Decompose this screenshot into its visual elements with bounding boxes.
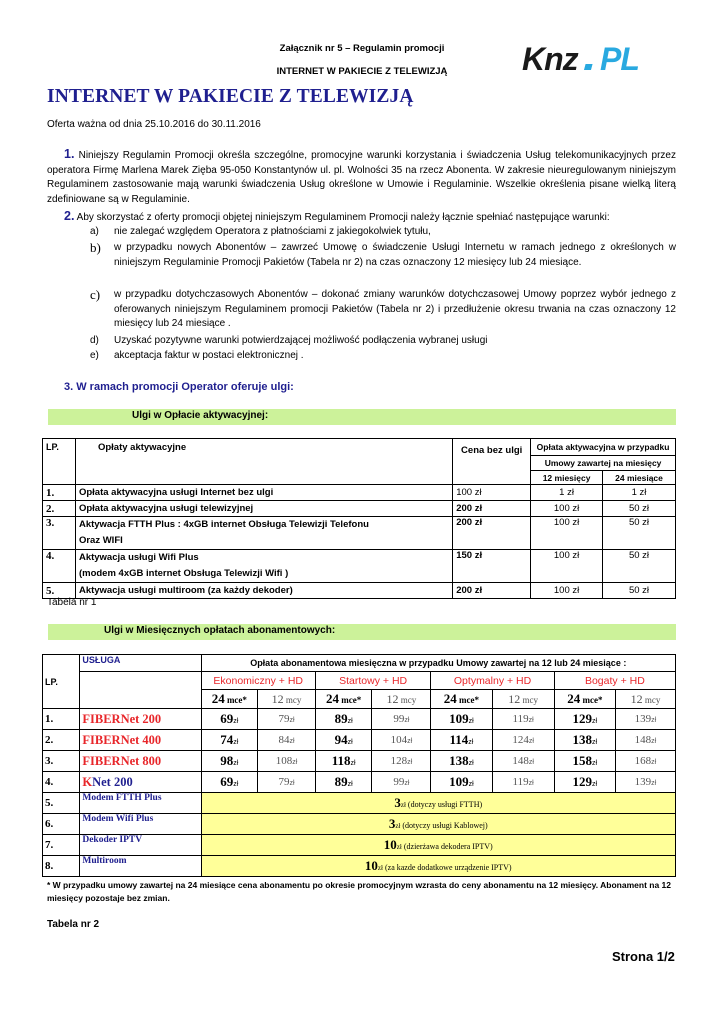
paragraph-2-number: 2.: [64, 209, 75, 223]
condition-text: nie zalegać względem Operatora z płatnościami z jakiegokolwiek tytułu,: [114, 226, 431, 237]
paragraph-1-number: 1.: [64, 147, 75, 161]
condition-text: Uzyskać pozytywne warunki potwierdzającej możliwość podłączenia wybranej usługi: [114, 335, 488, 346]
paragraph-1-text: Niniejszy Regulamin Promocji określa szczególne, promocyjne warunki korzystania i świadczenia Usług telekomunikacyjnych przez operatora Firmę Marlena Marek Zięba 95-050 Konstantynów ul. pl. Wolności 35 na rzecz Abonenta. W zakresie nieuregulowanym niniejszym Regulaminem zastosowanie mają warunki świadczenia Usług określone w Umowie i Regulaminie. Wszelkie określenia pisane wielką literą zdefiniowane są w Regulaminie.: [47, 150, 676, 205]
extra-price: 10zł (dzierżawa dekodera IPTV): [201, 835, 675, 856]
row-price: 200 zł: [453, 517, 531, 550]
term-12: 12 mcy: [492, 690, 554, 709]
row-12: 100 zł: [531, 501, 603, 517]
knz-logo: [520, 40, 678, 80]
row-lp: 1.: [43, 485, 76, 501]
row-24: 50 zł: [603, 501, 676, 517]
price-cell: 108zł: [258, 751, 316, 772]
term-24: 24 mce*: [431, 690, 492, 709]
document-title: INTERNET W PAKIECIE Z TELEWIZJĄ: [47, 86, 414, 107]
header-fee: Opłaty aktywacyjne: [75, 439, 452, 485]
row-name-line2: Oraz WIFI: [78, 535, 123, 546]
condition-d: [90, 334, 676, 349]
row-lp: 3.: [43, 517, 76, 550]
table-row: [43, 856, 676, 877]
plan-ekonomiczny: Ekonomiczny + HD: [201, 672, 315, 690]
table-2-caption: Tabela nr 2: [47, 919, 100, 930]
svg-text:PL: PL: [600, 41, 639, 77]
price-cell: 118zł: [315, 751, 372, 772]
service-name: KNet 200: [80, 772, 201, 793]
header-24-months: 24 miesiące: [603, 471, 676, 485]
table-row: [43, 517, 676, 550]
term-24: 24 mce*: [315, 690, 372, 709]
row-12: 100 zł: [531, 583, 603, 599]
price-cell: 114zł: [431, 730, 492, 751]
activation-discount-label: Ulgi w Opłacie aktywacyjnej:: [132, 410, 269, 421]
condition-b: [90, 241, 676, 286]
term-24: 24 mce*: [201, 690, 258, 709]
row-name: [75, 550, 452, 583]
condition-a: [90, 225, 676, 240]
row-name: Opłata aktywacyjna usługi telewizyjnej: [75, 501, 452, 517]
condition-label: e): [90, 350, 99, 361]
price-cell: 139zł: [615, 772, 675, 793]
price-cell: 94zł: [315, 730, 372, 751]
price-cell: 138zł: [431, 751, 492, 772]
header-12-months: 12 miesięcy: [531, 471, 603, 485]
row-lp: 2.: [43, 730, 80, 751]
condition-label: c): [90, 287, 101, 302]
price-cell: 139zł: [615, 709, 675, 730]
condition-label: b): [90, 240, 101, 255]
extra-price: 3zł (dotyczy usługi Kablowej): [201, 814, 675, 835]
row-lp: 2.: [43, 501, 76, 517]
table-1-caption: Tabela nr 1: [47, 597, 97, 608]
row-lp: 1.: [43, 709, 80, 730]
row-name-line1: Aktywacja FTTH Plus : 4xGB internet Obsługa Telewizji Telefonu: [78, 519, 369, 530]
plan-startowy: Startowy + HD: [315, 672, 430, 690]
service-name: FIBERNet 400: [80, 730, 201, 751]
condition-e: [90, 349, 676, 364]
plan-optymalny: Optymalny + HD: [431, 672, 554, 690]
price-cell: 148zł: [492, 751, 554, 772]
condition-text: w przypadku nowych Abonentów – zawrzeć Umowę o świadczenie Usługi Internetu w ramach jednego z określonych w niniejszym Regulaminie Promocji Pakietów (Tabela nr 2) na czas oznaczony 12 miesięcy lub 24 miesiące.: [114, 242, 676, 268]
plan-bogaty: Bogaty + HD: [554, 672, 675, 690]
table-row: [43, 814, 676, 835]
header-group-line1: Opłata aktywacyjna w przypadku: [531, 439, 676, 456]
extra-service-name: Multiroom: [80, 856, 201, 877]
row-12: 100 zł: [531, 550, 603, 583]
price-cell: 69zł: [201, 772, 258, 793]
row-name-line1: Aktywacja usługi Wifi Plus: [78, 552, 199, 563]
price-cell: 69zł: [201, 709, 258, 730]
header-group-line2: Umowy zawartej na miesięcy: [531, 456, 676, 471]
header-main: Opłata abonamentowa miesięczna w przypadku Umowy zawartej na 12 lub 24 miesiące :: [201, 655, 675, 672]
price-cell: 79zł: [258, 709, 316, 730]
row-lp: 8.: [43, 856, 80, 877]
annex-title: Załącznik nr 5 – Regulamin promocji: [279, 43, 445, 54]
price-cell: 138zł: [554, 730, 615, 751]
price-cell: 84zł: [258, 730, 316, 751]
term-24: 24 mce*: [554, 690, 615, 709]
table-row: [43, 751, 676, 772]
price-cell: 124zł: [492, 730, 554, 751]
row-24: 50 zł: [603, 550, 676, 583]
row-price: 150 zł: [453, 550, 531, 583]
price-cell: 128zł: [372, 751, 431, 772]
svg-text:Knz: Knz: [522, 41, 578, 77]
term-12: 12 mcy: [372, 690, 431, 709]
header-service: USŁUGA: [80, 655, 201, 672]
header-lp: LP.: [43, 439, 76, 485]
table-row: [43, 485, 676, 501]
table-row: [43, 793, 676, 814]
price-cell: 99zł: [372, 772, 431, 793]
activation-fee-table: [42, 438, 676, 599]
service-name: FIBERNet 800: [80, 751, 201, 772]
price-cell: 148zł: [615, 730, 675, 751]
row-12: 1 zł: [531, 485, 603, 501]
service-header-spacer: [80, 672, 201, 709]
extra-service-name: Modem Wifi Plus: [80, 814, 201, 835]
condition-c: [90, 288, 676, 333]
price-cell: 79zł: [258, 772, 316, 793]
page-number: Strona 1/2: [612, 949, 675, 964]
row-24: 1 zł: [603, 485, 676, 501]
row-lp: 5.: [43, 583, 76, 599]
price-cell: 104zł: [372, 730, 431, 751]
header-subtitle: INTERNET W PAKIECIE Z TELEWIZJĄ: [276, 66, 448, 77]
row-lp: 3.: [43, 751, 80, 772]
price-cell: 109zł: [431, 709, 492, 730]
term-12: 12 mcy: [258, 690, 316, 709]
price-cell: 98zł: [201, 751, 258, 772]
price-cell: 74zł: [201, 730, 258, 751]
term-12: 12 mcy: [615, 690, 675, 709]
row-price: 200 zł: [453, 583, 531, 599]
row-name-line2: (modem 4xGB internet Obsługa Telewizji Wifi ): [78, 568, 289, 579]
table-row: [43, 550, 676, 583]
price-cell: 99zł: [372, 709, 431, 730]
extra-service-name: Modem FTTH Plus: [80, 793, 201, 814]
condition-text: akceptacja faktur w postaci elektronicznej .: [114, 350, 304, 361]
row-price: 100 zł: [453, 485, 531, 501]
table-row: [43, 501, 676, 517]
table-row: [43, 772, 676, 793]
offer-validity: Oferta ważna od dnia 25.10.2016 do 30.11.2016: [47, 119, 261, 130]
row-name: Aktywacja usługi multiroom (za każdy dekoder): [75, 583, 452, 599]
paragraph-2: [64, 209, 676, 226]
subscription-table: [42, 654, 676, 877]
extra-price: 3zł (dotyczy usługi FTTH): [201, 793, 675, 814]
price-cell: 129zł: [554, 772, 615, 793]
activation-discount-bar: [48, 409, 676, 425]
knz-logo-graphic: [520, 40, 678, 80]
price-cell: 158zł: [554, 751, 615, 772]
condition-label: d): [90, 335, 99, 346]
row-lp: 4.: [43, 550, 76, 583]
row-lp: 4.: [43, 772, 80, 793]
price-cell: 89zł: [315, 772, 372, 793]
table-row: [43, 709, 676, 730]
table-row: [43, 835, 676, 856]
row-price: 200 zł: [453, 501, 531, 517]
paragraph-1: [47, 147, 676, 207]
extra-price: 10zł (za kazde dodatkowe urządzenie IPTV): [201, 856, 675, 877]
service-name: FIBERNet 200: [80, 709, 201, 730]
paragraph-2-text: Aby skorzystać z oferty promocji objętej niniejszym Regulaminem Promocji należy łącznie spełniać następujące warunki:: [74, 212, 610, 223]
footnote: * W przypadku umowy zawartej na 24 miesiące cena abonamentu po okresie promocyjnym wzrasta do ceny abonamentu na 12 miesięcy. Abonament na 12 miesięcy pozostaje bez zmian.: [47, 880, 672, 903]
monthly-discount-label: Ulgi w Miesięcznych opłatach abonamentowych:: [104, 625, 336, 636]
price-cell: 129zł: [554, 709, 615, 730]
extra-service-name: Dekoder IPTV: [80, 835, 201, 856]
price-cell: 89zł: [315, 709, 372, 730]
price-cell: 109zł: [431, 772, 492, 793]
row-12: 100 zł: [531, 517, 603, 550]
row-24: 50 zł: [603, 517, 676, 550]
row-lp: 7.: [43, 835, 80, 856]
price-cell: 119zł: [492, 709, 554, 730]
price-cell: 168zł: [615, 751, 675, 772]
table-row: [43, 730, 676, 751]
header-price: Cena bez ulgi: [453, 439, 531, 485]
row-lp: 5.: [43, 793, 80, 814]
row-lp: 6.: [43, 814, 80, 835]
row-name: Opłata aktywacyjna usługi Internet bez ulgi: [75, 485, 452, 501]
monthly-discount-bar: [48, 624, 676, 640]
row-24: 50 zł: [603, 583, 676, 599]
condition-text: w przypadku dotychczasowych Abonentów – dokonać zmiany warunków dotychczasowej Umowy poprzez wybór jednego z oferowanych niniejszym Regulaminem promocji Pakietów (Tabela nr 2) i przedłużenie okresu trwania na czas oznaczony 12 miesięcy lub 24 miesiące .: [114, 289, 676, 329]
price-cell: 119zł: [492, 772, 554, 793]
row-name: [75, 517, 452, 550]
header-lp: LP.: [43, 655, 80, 709]
condition-label: a): [90, 226, 99, 237]
table-row: [43, 583, 676, 599]
section-3-heading: 3. W ramach promocji Operator oferuje ulgi:: [64, 381, 294, 393]
